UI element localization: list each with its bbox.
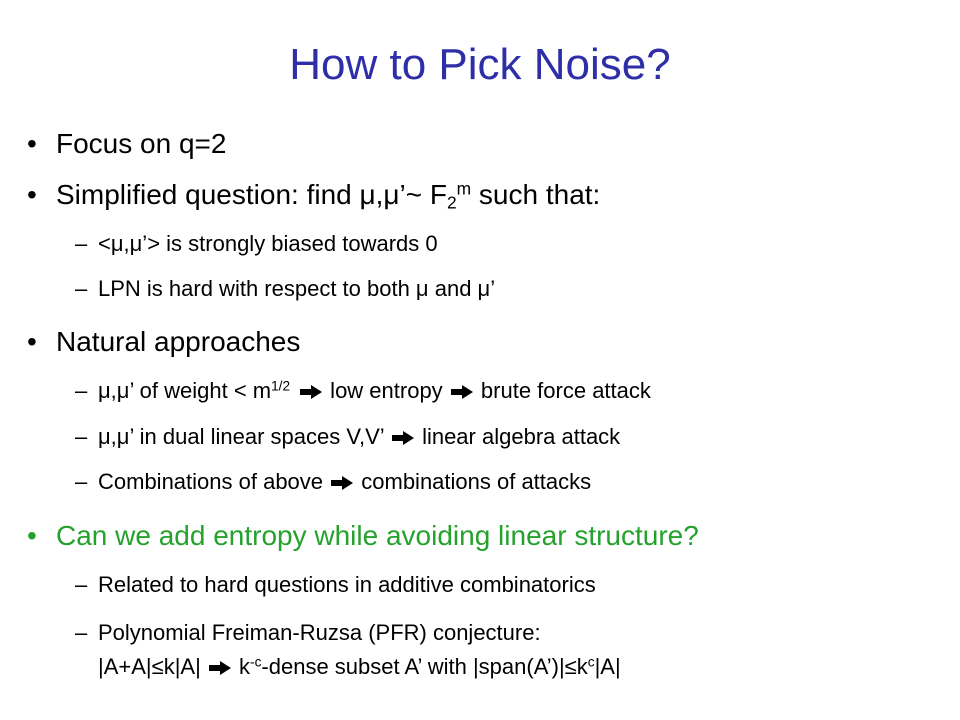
sub-bullet-text: Related to hard questions in additive combinatorics <box>98 572 596 597</box>
dash-marker: – <box>75 231 88 256</box>
sub-bullet-text-part: μ,μ’ of weight < m <box>98 378 272 403</box>
bullet-simplified-question <box>27 178 601 213</box>
dash-marker: – <box>75 424 88 449</box>
sub-bullet-text-line <box>98 650 621 684</box>
sub-bullet-text: LPN is hard with respect to both μ and μ’ <box>98 276 496 301</box>
sub-bullet-text-part: -dense subset A’ with |span(A’)|≤k <box>261 654 588 679</box>
bullet-natural-approaches <box>27 325 301 359</box>
superscript: c <box>587 654 595 670</box>
right-arrow-icon <box>451 385 473 399</box>
sub-bullet-lpn-hard <box>75 275 496 302</box>
sub-bullet-text-part: |A+A|≤k|A| <box>98 654 207 679</box>
sub-bullet-text-line: Polynomial Freiman-Ruzsa (PFR) conjecture: <box>98 620 541 645</box>
sub-bullet-biased <box>75 230 438 257</box>
sub-bullet-text-part: μ,μ’ in dual linear spaces V,V’ <box>98 424 390 449</box>
sub-bullet-combinations <box>75 468 592 495</box>
dash-marker: – <box>75 572 88 597</box>
sub-bullet-additive-combinatorics <box>75 571 596 598</box>
superscript: 1/2 <box>271 378 291 394</box>
bullet-entropy-question <box>27 519 699 553</box>
sub-bullet-text-part: combinations of attacks <box>355 469 592 494</box>
right-arrow-icon <box>331 476 353 490</box>
sub-bullet-text-part: k <box>232 654 251 679</box>
bullet-marker: • <box>27 520 37 551</box>
superscript: -c <box>250 654 262 670</box>
sub-bullet-low-weight <box>75 377 651 404</box>
sub-bullet-dual-spaces <box>75 423 621 450</box>
superscript: m <box>456 178 472 199</box>
sub-bullet-text-part: low entropy <box>324 378 449 403</box>
dash-marker: – <box>75 469 88 494</box>
sub-bullet-text-part: linear algebra attack <box>415 424 621 449</box>
sub-bullet-text: <μ,μ’> is strongly biased towards 0 <box>98 231 438 256</box>
sub-bullet-pfr-conjecture <box>75 616 621 684</box>
right-arrow-icon <box>209 661 231 675</box>
slide-title: How to Pick Noise? <box>289 40 671 89</box>
bullet-marker: • <box>27 326 37 357</box>
dash-marker: – <box>75 276 88 301</box>
dash-marker: – <box>75 378 88 403</box>
bullet-text-part: such that: <box>471 179 601 210</box>
right-arrow-icon <box>392 431 414 445</box>
bullet-marker: • <box>27 179 37 210</box>
sub-bullet-text-part: |A| <box>594 654 621 679</box>
bullet-text: Focus on q=2 <box>56 128 227 159</box>
sub-bullet-text-part: brute force attack <box>474 378 651 403</box>
dash-marker: – <box>75 620 88 645</box>
bullet-marker: • <box>27 128 37 159</box>
bullet-focus <box>27 127 227 161</box>
subscript: 2 <box>447 192 457 213</box>
bullet-text-part: Simplified question: find μ,μ’~ F <box>56 179 448 210</box>
bullet-text: Natural approaches <box>56 326 301 357</box>
bullet-text: Can we add entropy while avoiding linear structure? <box>56 520 699 551</box>
right-arrow-icon <box>300 385 322 399</box>
sub-bullet-text-part: Combinations of above <box>98 469 330 494</box>
